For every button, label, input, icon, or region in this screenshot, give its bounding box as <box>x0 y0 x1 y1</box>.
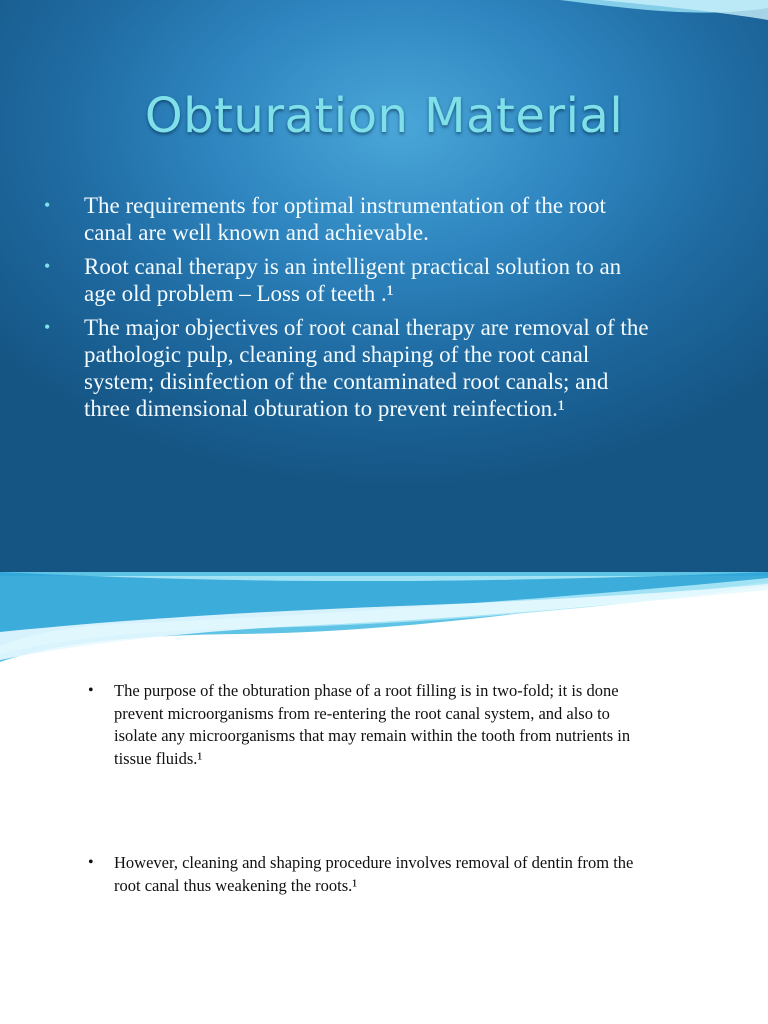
slide-1-bullet-list <box>44 192 654 429</box>
bullet-dot: • <box>44 195 51 215</box>
bottom-wave-decoration <box>0 572 768 672</box>
bullet-text: Root canal therapy is an intelligent practical solution to an age old problem – Loss of teeth .¹ <box>84 254 622 306</box>
bullet-dot: • <box>88 854 94 871</box>
bullet-dot: • <box>88 682 94 699</box>
bullet-item <box>88 680 648 770</box>
bullet-item <box>44 253 654 307</box>
slide-title: Obturation Material <box>144 88 624 144</box>
bullet-item <box>88 852 648 897</box>
bullet-text: The purpose of the obturation phase of a root filling is in two-fold; it is done prevent microorganisms from re-entering the root canal system, and also to isolate any microorganisms that may remain within the tooth from nutrients in tissue fluids.¹ <box>114 681 631 768</box>
bullet-dot: • <box>44 256 51 276</box>
bullet-text: The major objectives of root canal therapy are removal of the pathologic pulp, cleaning and shaping of the root canal system; disinfection of the contaminated root canals; and three dimensional obturation to prevent reinfection.¹ <box>84 315 649 421</box>
top-wave-decoration <box>0 0 768 60</box>
bullet-item <box>44 192 654 246</box>
bullet-item <box>44 314 654 422</box>
slide-2-bullet-list <box>88 680 648 897</box>
bullet-dot: • <box>44 317 51 337</box>
bullet-text: However, cleaning and shaping procedure involves removal of dentin from the root canal thus weakening the roots.¹ <box>114 853 634 895</box>
bullet-text: The requirements for optimal instrumentation of the root canal are well known and achievable. <box>84 193 606 245</box>
